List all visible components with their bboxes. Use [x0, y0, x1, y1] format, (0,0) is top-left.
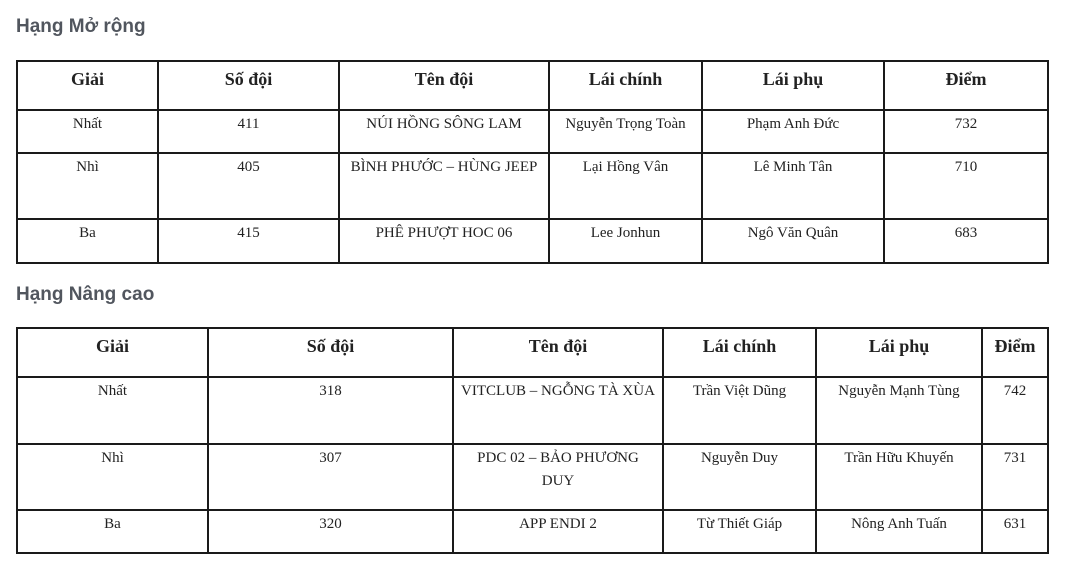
cell-lai-chinh: Trần Việt Dũng	[663, 377, 816, 444]
cell-so-doi: 411	[158, 110, 339, 153]
column-header-lai-chinh: Lái chính	[549, 61, 702, 110]
cell-lai-phu: Nguyễn Mạnh Tùng	[816, 377, 982, 444]
cell-lai-phu: Ngô Văn Quân	[702, 219, 884, 263]
section-title-nang-cao: Hạng Nâng cao	[16, 284, 155, 305]
table-row	[17, 444, 1048, 510]
cell-giai: Ba	[17, 510, 208, 553]
cell-diem: 710	[884, 153, 1048, 219]
cell-so-doi: 307	[208, 444, 453, 510]
column-header-diem: Điểm	[982, 328, 1048, 377]
column-header-lai-chinh: Lái chính	[663, 328, 816, 377]
results-table-nang-cao	[16, 327, 1049, 554]
cell-lai-phu: Trần Hữu Khuyến	[816, 444, 982, 510]
cell-diem: 683	[884, 219, 1048, 263]
cell-lai-phu: Nông Anh Tuấn	[816, 510, 982, 553]
cell-ten-doi: PHÊ PHƯỢT HOC 06	[339, 219, 549, 263]
table-header-row	[17, 61, 1048, 110]
cell-ten-doi: APP ENDI 2	[453, 510, 663, 553]
table-row	[17, 110, 1048, 153]
cell-giai: Nhì	[17, 444, 208, 510]
column-header-giai: Giải	[17, 61, 158, 110]
cell-lai-chinh: Lại Hồng Vân	[549, 153, 702, 219]
column-header-lai-phu: Lái phụ	[702, 61, 884, 110]
table-row	[17, 153, 1048, 219]
column-header-lai-phu: Lái phụ	[816, 328, 982, 377]
cell-giai: Nhì	[17, 153, 158, 219]
cell-lai-chinh: Nguyễn Duy	[663, 444, 816, 510]
cell-ten-doi: NÚI HỒNG SÔNG LAM	[339, 110, 549, 153]
cell-lai-chinh: Lee Jonhun	[549, 219, 702, 263]
cell-lai-phu: Lê Minh Tân	[702, 153, 884, 219]
table-row	[17, 377, 1048, 444]
cell-diem: 631	[982, 510, 1048, 553]
table-row	[17, 219, 1048, 263]
table-row	[17, 510, 1048, 553]
cell-ten-doi: VITCLUB – NGỖNG TÀ XÙA	[453, 377, 663, 444]
cell-so-doi: 405	[158, 153, 339, 219]
column-header-ten-doi: Tên đội	[339, 61, 549, 110]
cell-lai-chinh: Nguyễn Trọng Toàn	[549, 110, 702, 153]
column-header-giai: Giải	[17, 328, 208, 377]
cell-giai: Ba	[17, 219, 158, 263]
cell-ten-doi: BÌNH PHƯỚC – HÙNG JEEP	[339, 153, 549, 219]
table-header-row	[17, 328, 1048, 377]
section-title-mo-rong: Hạng Mở rộng	[16, 16, 146, 37]
column-header-ten-doi: Tên đội	[453, 328, 663, 377]
cell-so-doi: 320	[208, 510, 453, 553]
cell-giai: Nhất	[17, 110, 158, 153]
results-table-mo-rong	[16, 60, 1049, 264]
cell-diem: 732	[884, 110, 1048, 153]
cell-diem: 742	[982, 377, 1048, 444]
cell-lai-phu: Phạm Anh Đức	[702, 110, 884, 153]
column-header-diem: Điểm	[884, 61, 1048, 110]
cell-lai-chinh: Từ Thiết Giáp	[663, 510, 816, 553]
cell-so-doi: 415	[158, 219, 339, 263]
column-header-so-doi: Số đội	[208, 328, 453, 377]
column-header-so-doi: Số đội	[158, 61, 339, 110]
cell-so-doi: 318	[208, 377, 453, 444]
cell-giai: Nhất	[17, 377, 208, 444]
cell-ten-doi: PDC 02 – BẢO PHƯƠNG DUY	[453, 444, 663, 510]
cell-diem: 731	[982, 444, 1048, 510]
